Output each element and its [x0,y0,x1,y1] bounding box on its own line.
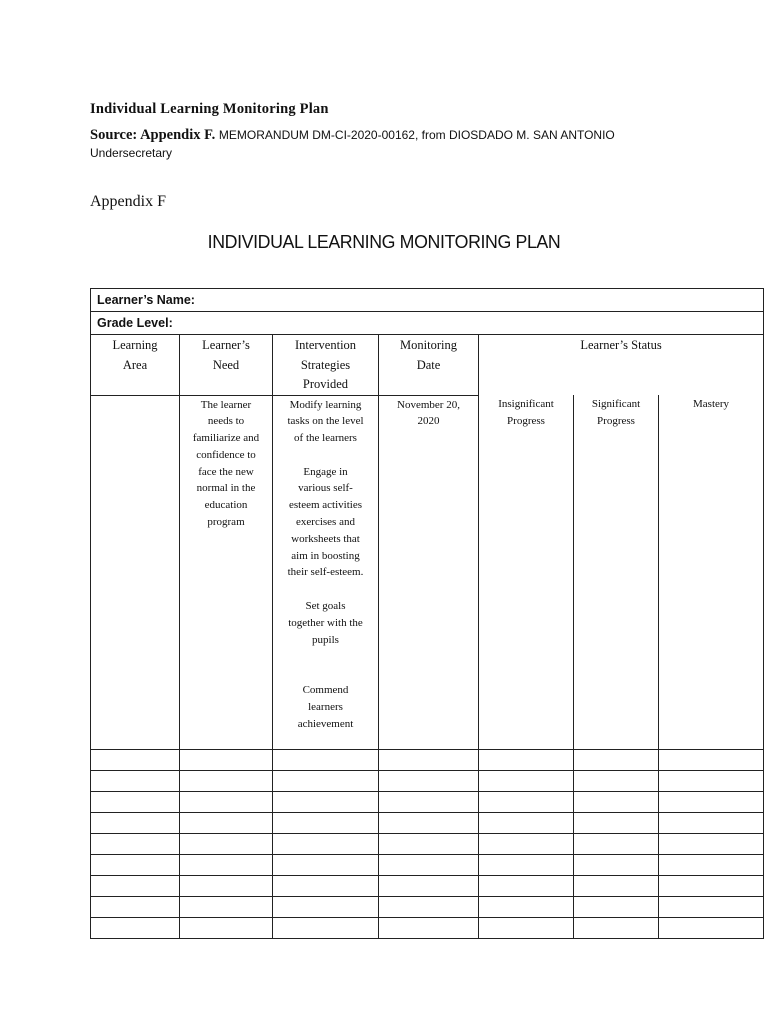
empty-cell[interactable] [479,896,574,917]
table-row [91,917,764,938]
empty-cell[interactable] [574,833,659,854]
monitoring-plan-table [90,288,764,939]
empty-cell[interactable] [659,875,764,896]
empty-cell[interactable] [659,917,764,938]
table-row [91,875,764,896]
empty-cell[interactable] [91,896,180,917]
empty-cell[interactable] [91,791,180,812]
document-header-title: Individual Learning Monitoring Plan [90,101,329,117]
empty-cell[interactable] [479,812,574,833]
empty-cell[interactable] [379,896,479,917]
grade-level-field[interactable] [91,312,764,335]
empty-cell[interactable] [659,812,764,833]
empty-cell[interactable] [273,812,379,833]
empty-cell[interactable] [659,896,764,917]
table-header-row [91,335,764,396]
table-row [91,749,764,770]
empty-cell[interactable] [379,917,479,938]
grade-level-label: Grade Level: [97,316,173,330]
empty-cell[interactable] [91,749,180,770]
source-label: Source: Appendix F. [90,127,216,143]
header-intervention-strategies: Intervention Strategies Provided [273,335,379,396]
empty-cell[interactable] [574,896,659,917]
table-row [91,812,764,833]
empty-cell[interactable] [379,812,479,833]
cell-learners-need[interactable]: The learner needs to familiarize and confidence to face the new normal in the education program [180,395,273,749]
empty-cell[interactable] [379,854,479,875]
empty-cell[interactable] [659,749,764,770]
header-learning-area: Learning Area [91,335,180,396]
learner-name-row [91,289,764,312]
header-monitoring-date: Monitoring Date [379,335,479,396]
empty-cell[interactable] [273,833,379,854]
empty-cell[interactable] [273,791,379,812]
empty-cell[interactable] [659,770,764,791]
source-line [90,127,615,144]
empty-cell[interactable] [379,833,479,854]
header-learners-need: Learner’s Need [180,335,273,396]
empty-cell[interactable] [574,875,659,896]
table-row [91,833,764,854]
empty-cell[interactable] [91,875,180,896]
cell-status-significant[interactable]: Significant Progress [574,395,659,749]
empty-cell[interactable] [379,791,479,812]
cell-status-mastery[interactable]: Mastery [659,395,764,749]
empty-cell[interactable] [91,770,180,791]
empty-cell[interactable] [91,833,180,854]
empty-cell[interactable] [273,770,379,791]
empty-cell[interactable] [180,812,273,833]
cell-monitoring-date[interactable]: November 20, 2020 [379,395,479,749]
empty-cell[interactable] [273,896,379,917]
empty-cell[interactable] [479,917,574,938]
empty-cell[interactable] [574,770,659,791]
empty-cell[interactable] [574,812,659,833]
empty-cell[interactable] [273,875,379,896]
empty-cell[interactable] [91,812,180,833]
empty-cell[interactable] [479,791,574,812]
table-row [91,395,764,749]
learner-name-label: Learner’s Name: [97,293,195,307]
table-row [91,770,764,791]
empty-cell[interactable] [659,854,764,875]
empty-cell[interactable] [479,833,574,854]
empty-cell[interactable] [180,896,273,917]
empty-cell[interactable] [273,917,379,938]
empty-cell[interactable] [479,749,574,770]
empty-cell[interactable] [479,770,574,791]
empty-cell[interactable] [91,854,180,875]
grade-level-row [91,312,764,335]
empty-cell[interactable] [379,875,479,896]
empty-cell[interactable] [180,791,273,812]
empty-cell[interactable] [574,854,659,875]
empty-cell[interactable] [180,770,273,791]
empty-cell[interactable] [379,749,479,770]
learner-name-field[interactable] [91,289,764,312]
empty-cell[interactable] [659,833,764,854]
empty-cell[interactable] [273,854,379,875]
table-row [91,854,764,875]
empty-cell[interactable] [574,917,659,938]
empty-cell[interactable] [379,770,479,791]
empty-cell[interactable] [91,917,180,938]
header-learners-status: Learner’s Status [479,335,764,396]
table-row [91,896,764,917]
empty-cell[interactable] [479,875,574,896]
cell-intervention-strategies[interactable]: Modify learning tasks on the level of the learners Engage in various self- esteem activities exercises and worksheets that aim in boosting their self-esteem. Set goals together with the pupils Commend learners achievement [273,395,379,749]
empty-cell[interactable] [180,833,273,854]
appendix-label: Appendix F [90,193,166,210]
empty-cell[interactable] [273,749,379,770]
cell-learning-area[interactable] [91,395,180,749]
source-memorandum: MEMORANDUM DM-CI-2020-00162, from DIOSDADO M. SAN ANTONIO [218,128,615,142]
table-row [91,791,764,812]
source-undersecretary: Undersecretary [90,146,173,160]
empty-cell[interactable] [659,791,764,812]
empty-cell[interactable] [574,791,659,812]
empty-cell[interactable] [180,875,273,896]
cell-status-insignificant[interactable]: Insignificant Progress [479,395,574,749]
empty-cell[interactable] [479,854,574,875]
empty-cell[interactable] [180,749,273,770]
empty-cell[interactable] [180,917,273,938]
page-title: INDIVIDUAL LEARNING MONITORING PLAN [207,231,561,252]
empty-cell[interactable] [574,749,659,770]
empty-cell[interactable] [180,854,273,875]
